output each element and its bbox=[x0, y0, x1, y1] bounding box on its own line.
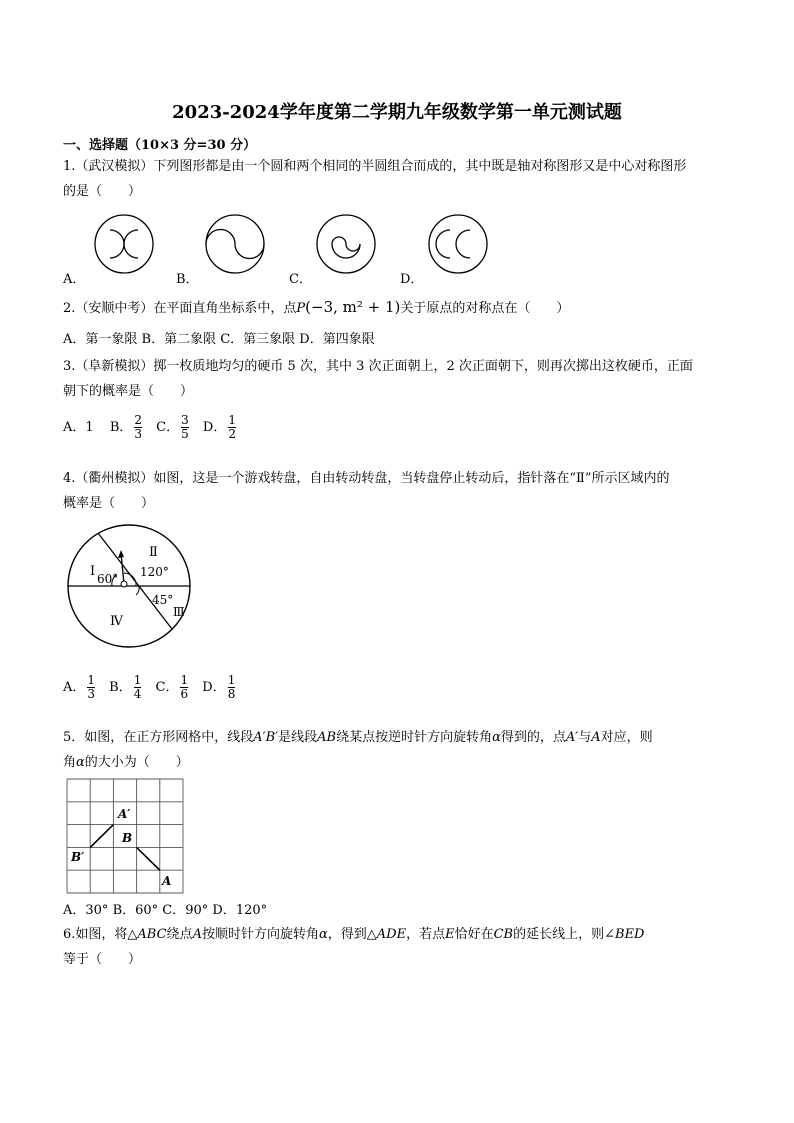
q4-option-b-label: B． bbox=[109, 680, 132, 695]
q4-region-2: Ⅱ bbox=[149, 545, 158, 560]
q1d-circle bbox=[429, 215, 487, 273]
q4-angle-45: 45° bbox=[152, 593, 174, 607]
q3-option-c-label: C． bbox=[156, 420, 180, 435]
page-title: 2023-2024学年度第二学期九年级数学第一单元测试题 bbox=[172, 102, 622, 123]
q2-coords: (−3, m² + 1) bbox=[305, 298, 401, 316]
q5-segment-a1b1 bbox=[90, 825, 113, 848]
q4-stem-line2: 概率是（ ） bbox=[63, 496, 155, 511]
q1c-s-curve bbox=[332, 237, 360, 251]
q2-suffix: 关于原点的对称点在（ ） bbox=[400, 301, 570, 316]
q4-option-b-fraction: $\frac{1}{4}$ bbox=[133, 673, 142, 701]
q5-stem-line2: 角α的大小为（ ） bbox=[63, 755, 189, 770]
q4-spinner-figure bbox=[66, 523, 192, 649]
q4-option-a-fraction: $\frac{1}{3}$ bbox=[87, 673, 96, 701]
q4-angle-120: 120° bbox=[140, 565, 169, 579]
q1-figure-d bbox=[424, 214, 494, 274]
q4-option-d-label: D． bbox=[202, 680, 226, 695]
q3-option-b-label: B． bbox=[109, 420, 133, 435]
q4-angle-60: 60° bbox=[97, 572, 119, 586]
q4-region-1: Ⅰ bbox=[90, 564, 96, 579]
q1a-right-arc bbox=[124, 230, 138, 258]
q4-angle-arc-45 bbox=[136, 586, 139, 595]
q5-label-b: B bbox=[122, 831, 133, 845]
q5-segment-ab bbox=[137, 847, 160, 870]
q4-option-c-fraction: $\frac{1}{6}$ bbox=[180, 673, 189, 701]
q4-stem-line1: 4.（衢州模拟）如图，这是一个游戏转盘，自由转动转盘，当转盘停止转动后，指针落在“Ⅱ”所示区域内的 bbox=[63, 471, 670, 486]
q5-label-a: A bbox=[162, 874, 172, 888]
q6-stem-line1: 6.如图，将△ABC绕点A按顺时针方向旋转角α，得到△ADE，若点E恰好在CB的延长线上，则∠BED bbox=[63, 927, 645, 942]
q4-options bbox=[63, 674, 237, 701]
q1d-left-arc bbox=[436, 230, 450, 258]
q1a-left-arc bbox=[110, 230, 124, 258]
q4-region-4: Ⅳ bbox=[110, 614, 123, 629]
q1-option-b: B． bbox=[176, 272, 199, 287]
q3-option-b-fraction: $\frac{2}{3}$ bbox=[134, 413, 143, 441]
q1-figure-c bbox=[312, 214, 382, 274]
q2-prefix: 2.（安顺中考）在平面直角坐标系中，点 bbox=[63, 301, 297, 316]
q3-option-c-fraction: $\frac{3}{5}$ bbox=[181, 413, 189, 441]
q1-option-c: C． bbox=[289, 272, 312, 287]
q5-label-a1: A′ bbox=[118, 807, 131, 821]
q3-stem-line1: 3.（阜新模拟）掷一枚质地均匀的硬币 5 次，其中 3 次正面朝上，2 次正面朝下，则再次掷出这枚硬币，正面 bbox=[63, 359, 693, 374]
q5-grid-figure bbox=[66, 778, 186, 894]
q2-point: P bbox=[296, 301, 306, 316]
q5-stem-line1: 5．如图，在正方形网格中，线段A′B′是线段AB绕某点按逆时针方向旋转角α得到的，点A′与A对应，则 bbox=[63, 730, 653, 745]
q3-option-a: A．1 bbox=[63, 420, 94, 435]
q4-pointer bbox=[121, 553, 124, 584]
section-heading: 一、选择题（10×3 分=30 分） bbox=[63, 138, 257, 153]
q6-stem-line2: 等于（ ） bbox=[63, 952, 142, 967]
q4-option-a-label: A． bbox=[63, 680, 86, 695]
q2-stem bbox=[63, 298, 569, 318]
q3-options bbox=[63, 414, 238, 441]
q1-stem-line2: 的是（ ） bbox=[63, 184, 142, 199]
q1-figure-b bbox=[201, 214, 271, 274]
q4-pointer-head bbox=[118, 550, 124, 558]
q4-option-c-label: C． bbox=[155, 680, 179, 695]
q3-option-d-label: D． bbox=[202, 420, 227, 435]
q3-stem-line2: 朝下的概率是（ ） bbox=[63, 384, 194, 399]
q1-figure-a bbox=[90, 214, 160, 274]
q1-option-d: D． bbox=[400, 272, 424, 287]
q4-region-3: Ⅲ bbox=[173, 605, 185, 619]
q2-options: A．第一象限 B．第二象限 C．第三象限 D．第四象限 bbox=[63, 332, 375, 347]
q1b-s-curve bbox=[206, 230, 264, 259]
q5-label-b1: B′ bbox=[71, 850, 85, 864]
q4-option-d-fraction: $\frac{1}{8}$ bbox=[227, 673, 236, 701]
q1-option-a: A． bbox=[63, 272, 86, 287]
q1-stem-line1: 1.（武汉模拟）下列图形都是由一个圆和两个相同的半圆组合而成的，其中既是轴对称图形又是中心对称图形 bbox=[63, 159, 687, 174]
q5-options: A．30° B．60° C．90° D．120° bbox=[63, 903, 268, 918]
q1d-right-arc bbox=[456, 230, 470, 258]
q4-pivot bbox=[121, 581, 127, 587]
q3-option-d-fraction: $\frac{1}{2}$ bbox=[228, 413, 236, 441]
